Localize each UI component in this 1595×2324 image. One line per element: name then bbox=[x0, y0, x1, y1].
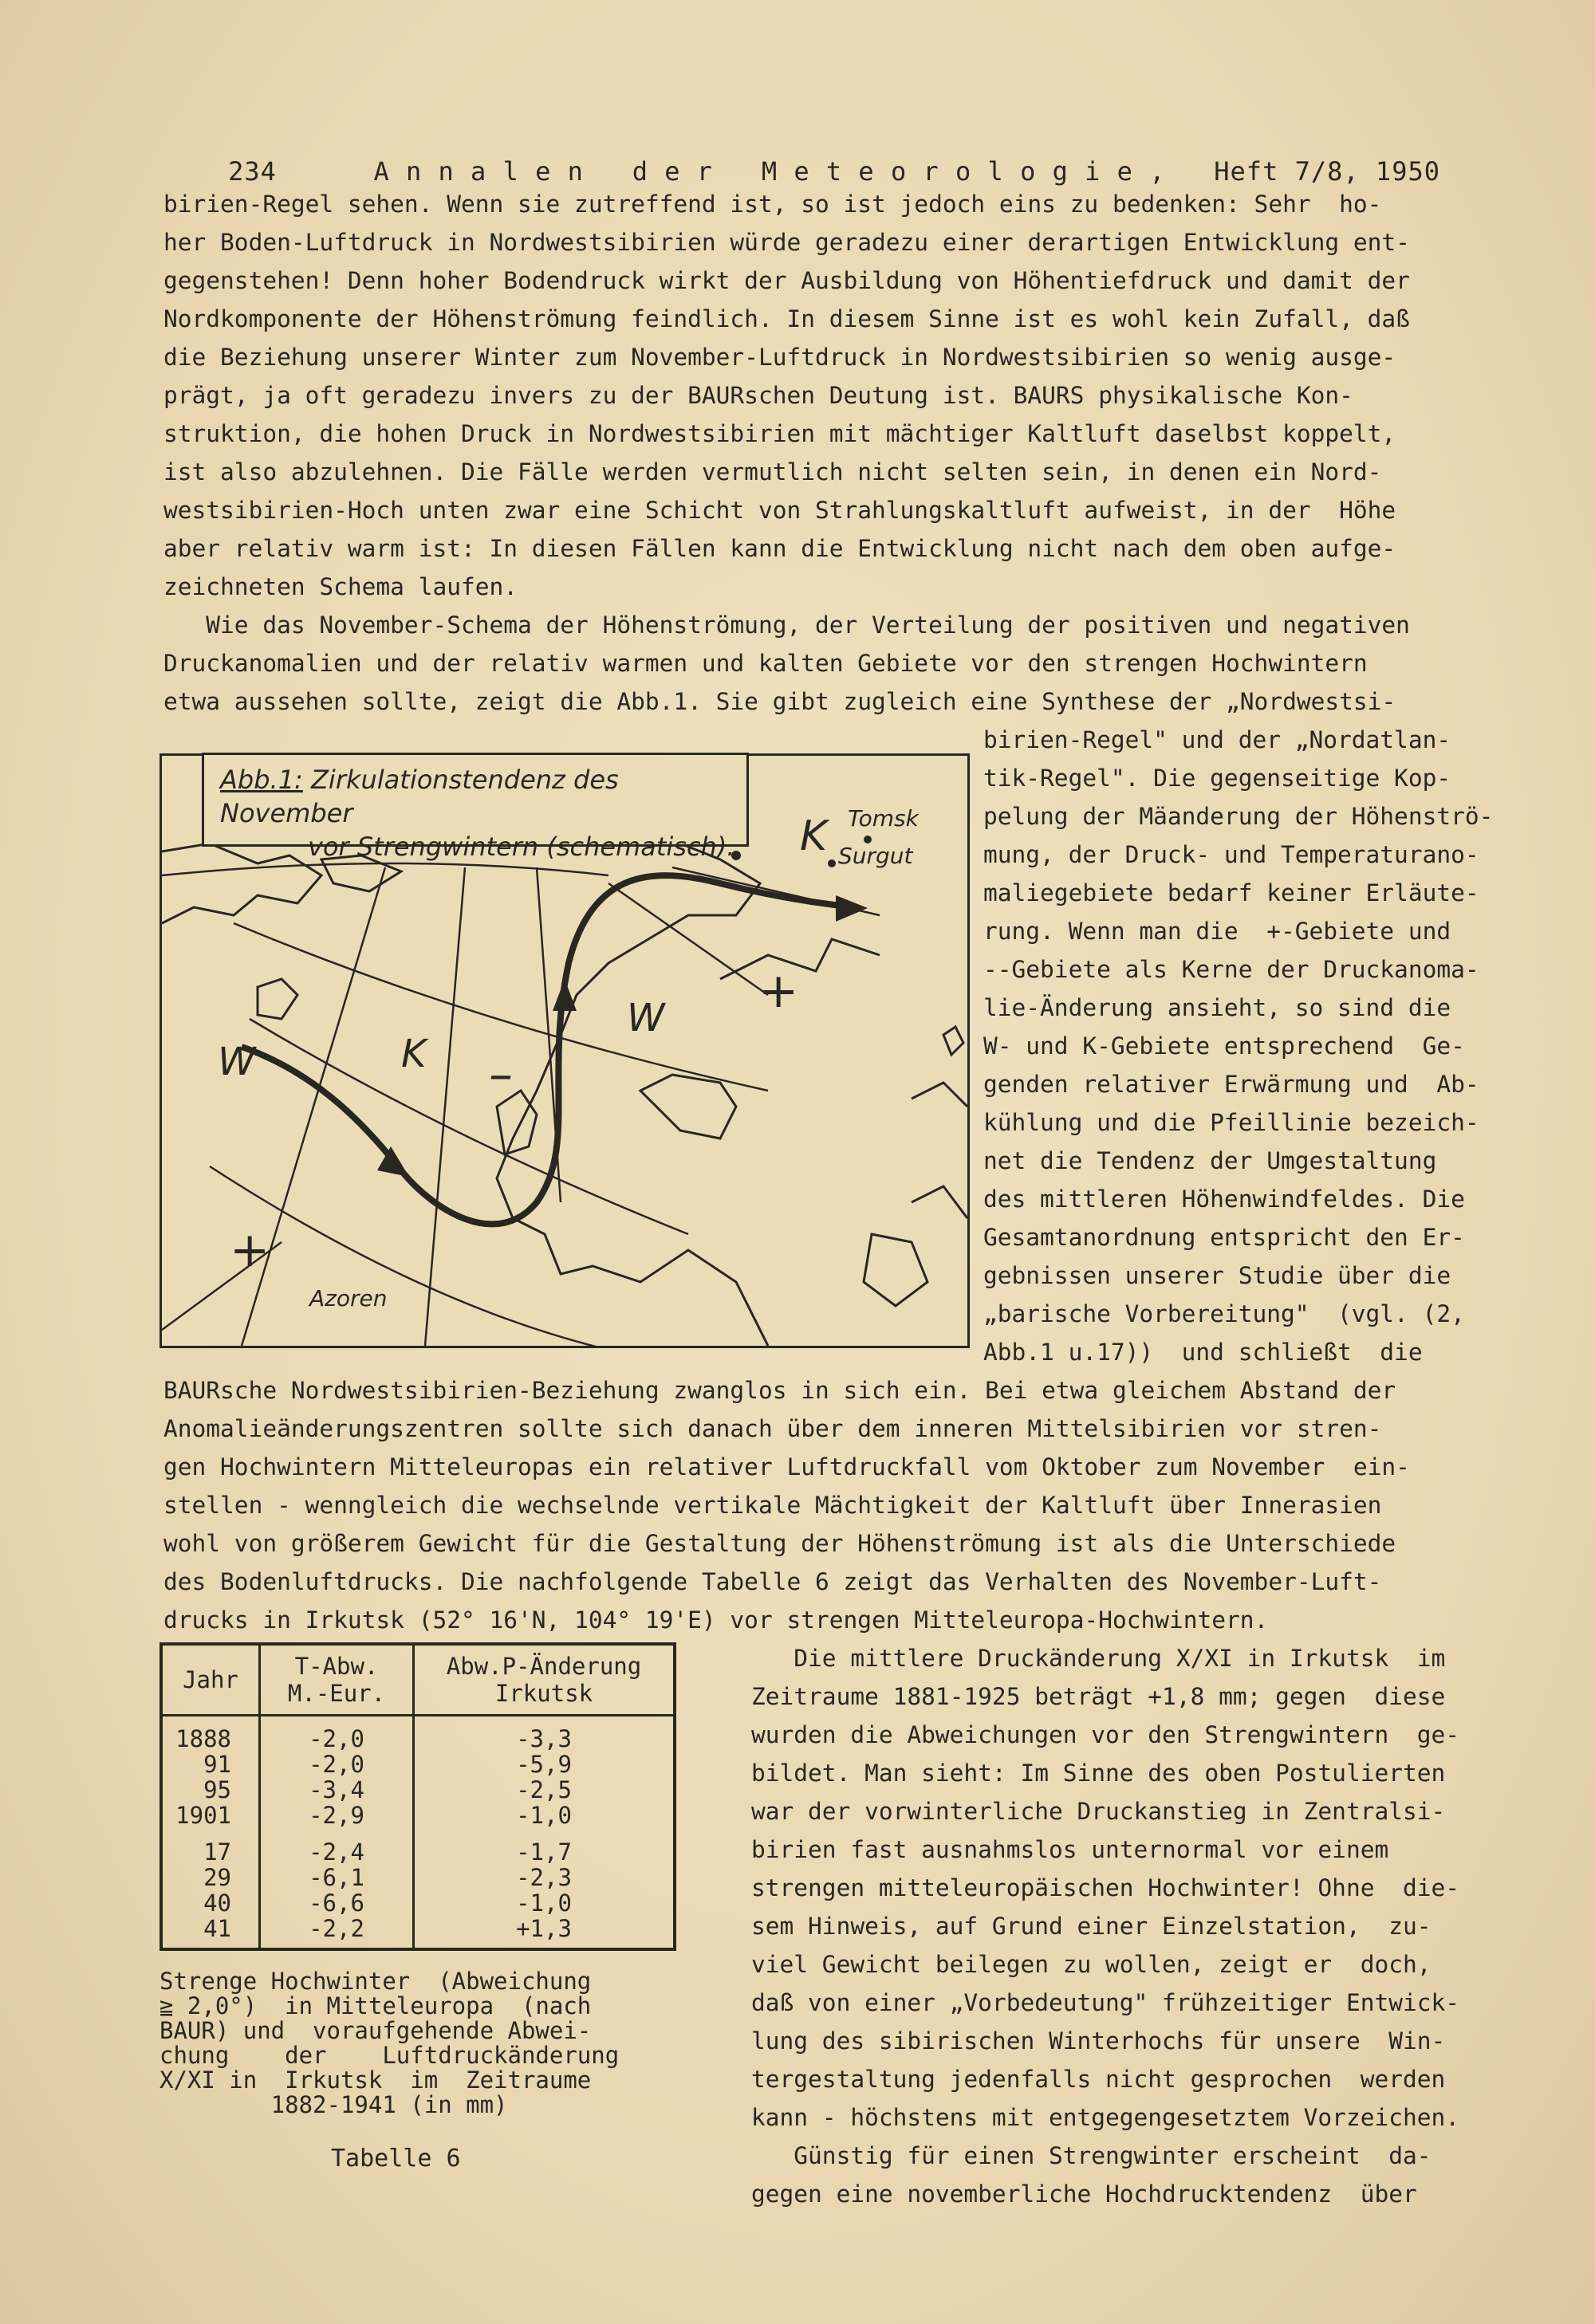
table-label: Tabelle 6 bbox=[331, 2145, 461, 2173]
text-line: Druckanomalien und der relativ warmen und kalten Gebiete vor den strengen Hochwintern bbox=[163, 650, 1368, 677]
text-line: gebnissen unserer Studie über die bbox=[983, 1262, 1451, 1289]
figure-title-line2: vor Strengwintern (schematisch). bbox=[308, 832, 735, 862]
text-line: des mittleren Höhenwindfeldes. Die bbox=[983, 1186, 1465, 1213]
col-header-t-abw: T-Abw. M.-Eur. bbox=[260, 1644, 414, 1716]
text-line: birien-Regel" und der „Nordatlan- bbox=[983, 726, 1451, 753]
label-azoren: Azoren bbox=[309, 1285, 388, 1311]
text-line: mung, der Druck- und Temperaturano- bbox=[983, 841, 1479, 868]
text-line: strengen mitteleuropäischen Hochwinter! Ohne die- bbox=[751, 1874, 1460, 1901]
text-line: des Bodenluftdrucks. Die nachfolgende Tabelle 6 zeigt das Verhalten des November-Luft- bbox=[163, 1568, 1382, 1595]
text-line: Gesamtanordnung entspricht den Er- bbox=[983, 1224, 1465, 1251]
text-line: tik-Regel". Die gegenseitige Kop- bbox=[983, 765, 1451, 792]
text-line: sem Hinweis, auf Grund einer Einzelstation, zu- bbox=[751, 1913, 1432, 1940]
text-line: stellen - wenngleich die wechselnde vertikale Mächtigkeit der Kaltluft über Innerasien bbox=[163, 1492, 1382, 1519]
text-line: aber relativ warm ist: In diesen Fällen kann die Entwicklung nicht nach dem oben aufge- bbox=[163, 535, 1396, 562]
text-line: viel Gewicht beilegen zu wollen, zeigt er doch, bbox=[751, 1951, 1432, 1978]
coastline-caspian bbox=[912, 1083, 967, 1107]
text-line: lie-Änderung ansieht, so sind die bbox=[983, 994, 1451, 1021]
label-w-center: W bbox=[627, 996, 665, 1040]
text-line: Wie das November-Schema der Höhenströmung, der Verteilung der positiven und negativen bbox=[163, 611, 1410, 639]
table-row: 29 -6,1 -2,3 bbox=[161, 1865, 675, 1890]
coastline-island bbox=[258, 979, 297, 1019]
meridian-line bbox=[425, 867, 465, 1346]
text-line: lung des sibirischen Winterhochs für unsere Win- bbox=[751, 2027, 1446, 2055]
coastline-russia bbox=[720, 939, 880, 979]
meridian-line bbox=[608, 883, 768, 995]
text-line: --Gebiete als Kerne der Druckanoma- bbox=[983, 956, 1479, 983]
flow-arrow-line bbox=[242, 875, 856, 1224]
text-line: birien-Regel sehen. Wenn sie zutreffend ist, so ist jedoch eins zu bedenken: Sehr ho- bbox=[163, 191, 1382, 218]
figure-abb1 bbox=[160, 753, 970, 1348]
flow-arrowhead bbox=[836, 895, 868, 922]
figure-number: Abb.1: bbox=[220, 765, 303, 795]
figure-title-box bbox=[202, 753, 749, 862]
text-line: gegen eine novemberliche Hochdrucktendenz über bbox=[751, 2180, 1417, 2208]
label-k-west: K bbox=[401, 1032, 427, 1076]
table-6 bbox=[160, 1642, 676, 1951]
page-number: 234 bbox=[228, 156, 277, 187]
text-line: Die mittlere Druckänderung X/XI in Irkutsk im bbox=[751, 1645, 1446, 1672]
text-line: genden relativer Erwärmung und Ab- bbox=[983, 1071, 1479, 1098]
text-line: ist also abzulehnen. Die Fälle werden vermutlich nicht selten sein, in denen ein Nord- bbox=[163, 458, 1382, 486]
text-line: bildet. Man sieht: Im Sinne des oben Postulierten bbox=[751, 1760, 1446, 1787]
table-row: 41 -2,2 +1,3 bbox=[161, 1916, 675, 1949]
surgut-dot bbox=[828, 859, 836, 867]
text-line: maliegebiete bedarf keiner Erläute- bbox=[983, 879, 1479, 906]
text-line: net die Tendenz der Umgestaltung bbox=[983, 1147, 1437, 1174]
col-header-p-aenderung: Abw.P-Änderung Irkutsk bbox=[414, 1644, 675, 1716]
text-line: etwa aussehen sollte, zeigt die Abb.1. Sie gibt zugleich eine Synthese der „Nordwestsi- bbox=[163, 688, 1396, 715]
latitude-line bbox=[250, 1019, 688, 1234]
text-line: Günstig für einen Strengwinter erscheint da- bbox=[751, 2142, 1432, 2169]
table-row: 17 -2,4 -1,7 bbox=[161, 1828, 675, 1865]
coastline-east bbox=[912, 1186, 967, 1218]
text-line: pelung der Mäanderung der Höhenströ- bbox=[983, 803, 1494, 830]
coastline-islet bbox=[943, 1027, 963, 1055]
text-line: Anomalieänderungszentren sollte sich danach über dem inneren Mittelsibirien vor stren- bbox=[163, 1415, 1382, 1442]
table-row: 40 -6,6 -1,0 bbox=[161, 1890, 675, 1916]
label-minus: – bbox=[489, 1047, 513, 1103]
text-line: war der vorwinterliche Druckanstieg in Zentralsi- bbox=[751, 1798, 1446, 1825]
text-line: Nordkomponente der Höhenströmung feindlich. In diesem Sinne ist es wohl kein Zufall, daß bbox=[163, 305, 1410, 332]
text-line: daß von einer „Vorbedeutung" frühzeitiger Entwick- bbox=[751, 1989, 1460, 2016]
text-line: kann - höchstens mit entgegengesetztem Vorzeichen. bbox=[751, 2104, 1460, 2131]
figure-title: Abb.1: Zirkulationstendenz des November vor Strengwintern (schematisch). bbox=[220, 763, 738, 863]
table-row: 1901 -2,9 -1,0 bbox=[161, 1803, 675, 1828]
text-line: struktion, die hohen Druck in Nordwestsibirien mit mächtiger Kaltluft daselbst koppelt, bbox=[163, 420, 1396, 447]
flow-arrowhead bbox=[553, 979, 577, 1011]
text-line: die Beziehung unserer Winter zum November-Luftdruck in Nordwestsibirien so wenig ausge- bbox=[163, 344, 1396, 371]
text-line: kühlung und die Pfeillinie bezeich- bbox=[983, 1109, 1479, 1136]
text-line: her Boden-Luftdruck in Nordwestsibirien würde geradezu einer derartigen Entwicklung ent- bbox=[163, 229, 1410, 256]
table-caption: Strenge Hochwinter (Abweichung ≧ 2,0°) in Mitteleuropa (nach BAUR) und voraufgehende Abwei- chung der Luftdruckänderung X/XI in Irkutsk im Zeitraume 1882-1941 (in mm) bbox=[160, 1968, 620, 2118]
text-line: Abb.1 u.17)) und schließt die bbox=[983, 1339, 1423, 1366]
label-plus-east: + bbox=[758, 963, 799, 1019]
table-row: 1888 -2,0 -3,3 bbox=[161, 1716, 675, 1752]
text-line: tergestaltung jedenfalls nicht gesprochen werden bbox=[751, 2066, 1446, 2093]
journal-title: A n n a l e n d e r M e t e o r o l o g i e , Heft 7/8, 1950 bbox=[373, 156, 1440, 187]
label-plus-west: + bbox=[230, 1222, 270, 1278]
text-line: „barische Vorbereitung" (vgl. (2, bbox=[983, 1300, 1465, 1327]
text-line: gegenstehen! Denn hoher Bodendruck wirkt der Ausbildung von Höhentiefdruck und damit der bbox=[163, 267, 1410, 294]
text-line: westsibirien-Hoch unten zwar eine Schicht von Strahlungskaltluft aufweist, in der Höhe bbox=[163, 497, 1396, 524]
text-line: wohl von größerem Gewicht für die Gestaltung der Höhenströmung ist als die Unterschiede bbox=[163, 1530, 1396, 1557]
text-line: drucks in Irkutsk (52° 16'N, 104° 19'E) vor strengen Mitteleuropa-Hochwintern. bbox=[163, 1606, 1269, 1634]
table-row: 95 -3,4 -2,5 bbox=[161, 1777, 675, 1803]
label-k-east: K bbox=[800, 812, 828, 860]
label-surgut: Surgut bbox=[838, 843, 913, 869]
label-w-west: W bbox=[218, 1040, 256, 1084]
coastline-baltic bbox=[640, 1075, 736, 1138]
label-tomsk: Tomsk bbox=[848, 805, 919, 832]
coastline-blacksea bbox=[864, 1234, 927, 1306]
text-line: BAURsche Nordwestsibirien-Beziehung zwanglos in sich ein. Bei etwa gleichem Abstand der bbox=[163, 1377, 1396, 1404]
text-line: W- und K-Gebiete entsprechend Ge- bbox=[983, 1032, 1465, 1060]
text-line: rung. Wenn man die +-Gebiete und bbox=[983, 918, 1451, 945]
text-line: Zeitraume 1881-1925 beträgt +1,8 mm; gegen diese bbox=[751, 1683, 1446, 1710]
text-line: zeichneten Schema laufen. bbox=[163, 573, 518, 600]
text-line: gen Hochwintern Mitteleuropas ein relativer Luftdruckfall vom Oktober zum November ein- bbox=[163, 1453, 1410, 1481]
table-row: 91 -2,0 -5,9 bbox=[161, 1752, 675, 1777]
text-line: wurden die Abweichungen vor den Strengwintern ge- bbox=[751, 1721, 1460, 1748]
col-header-jahr: Jahr bbox=[161, 1644, 260, 1716]
text-line: birien fast ausnahmslos unternormal vor einem bbox=[751, 1836, 1389, 1863]
text-line: prägt, ja oft geradezu invers zu der BAURschen Deutung ist. BAURS physikalische Kon- bbox=[163, 382, 1353, 409]
